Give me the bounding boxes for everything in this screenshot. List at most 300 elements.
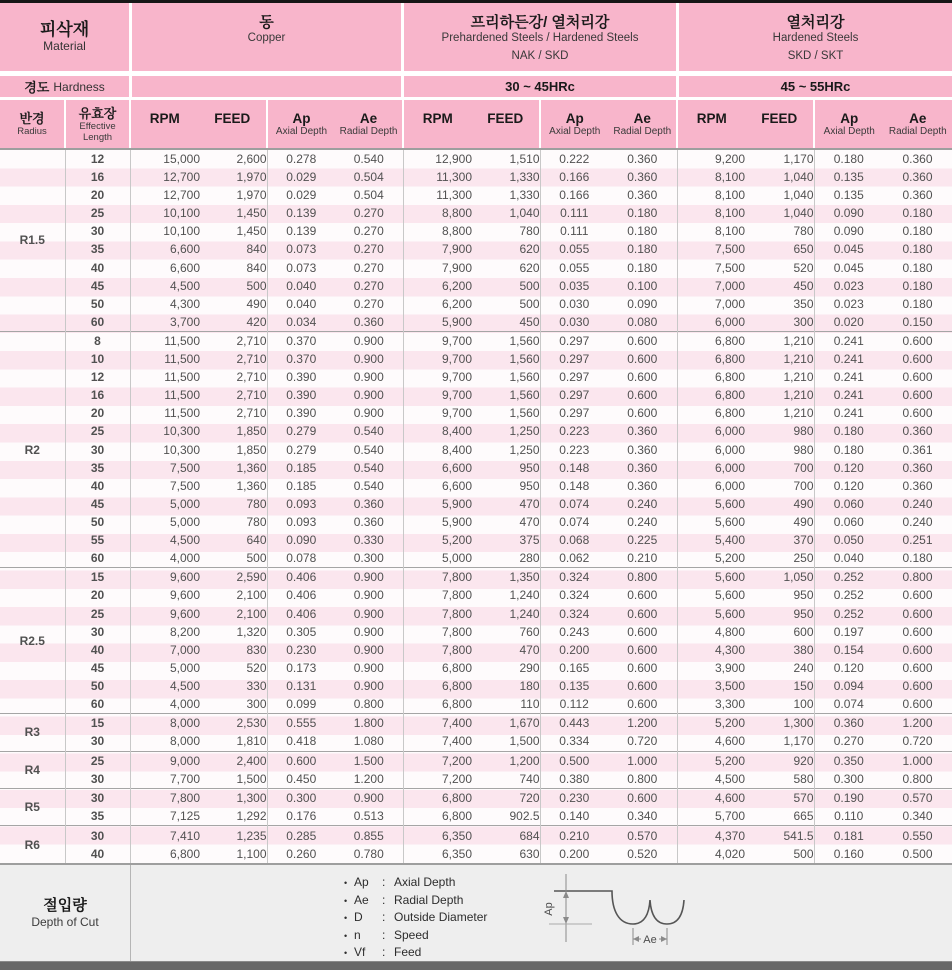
value-cell: 0.120 <box>833 660 864 675</box>
table-row <box>0 277 952 295</box>
value-cell: 0.270 <box>335 258 403 276</box>
effective-length-cell: 50 <box>65 677 130 695</box>
value-cell: 8,000 <box>130 714 200 733</box>
value-cell: 2,400 <box>200 751 267 770</box>
footer <box>0 865 952 961</box>
table-row <box>0 732 952 751</box>
legend-item: • n : Speed <box>344 927 429 942</box>
effective-length-cell: 45 <box>65 277 130 295</box>
table-row <box>0 495 952 513</box>
value-cell: 0.570 <box>883 789 952 808</box>
value-cell: 0.443 <box>540 714 608 733</box>
value-cell: 950 <box>745 605 814 623</box>
value-cell: 7,800 <box>441 642 472 657</box>
table-row <box>0 751 952 770</box>
value-cell: 0.176 <box>286 809 317 824</box>
effective-length-cell: 20 <box>65 404 130 422</box>
radius-label: R2 <box>0 331 65 567</box>
value-cell: 8,400 <box>441 442 472 457</box>
effective-length-cell: 60 <box>65 313 130 332</box>
value-cell: 6,000 <box>714 478 745 493</box>
value-cell: 0.360 <box>608 441 677 459</box>
legend-item: • D : Outside Diameter <box>344 910 488 924</box>
value-cell: 0.040 <box>833 551 864 566</box>
value-cell: 0.800 <box>883 568 952 587</box>
value-cell: 0.240 <box>608 513 677 531</box>
value-cell: 0.600 <box>902 352 933 367</box>
effective-length-cell: 35 <box>65 459 130 477</box>
value-cell: 1,330 <box>472 168 540 186</box>
ae-diagram-label: Ae <box>643 934 657 946</box>
value-cell: 980 <box>745 441 814 459</box>
table-row <box>0 789 952 808</box>
hardness-range-30-45: 30 ~ 45HRc <box>404 76 676 97</box>
value-cell: 950 <box>472 477 540 495</box>
value-cell: 470 <box>472 513 540 531</box>
effective-length-cell: 60 <box>65 549 130 568</box>
table-row <box>0 258 952 276</box>
value-cell: 10,100 <box>163 206 200 221</box>
feed-header: FEED <box>214 111 251 126</box>
rpm-header: RPM <box>149 111 180 126</box>
value-cell: 0.251 <box>902 532 933 547</box>
value-cell: 6,200 <box>441 278 472 293</box>
value-cell: 6,800 <box>169 846 200 861</box>
ae-header: Ae <box>909 110 927 126</box>
value-cell: 0.855 <box>335 826 403 845</box>
value-cell: 1.200 <box>883 714 952 733</box>
value-cell: 0.180 <box>902 206 933 221</box>
table-row <box>0 386 952 404</box>
value-cell: 100 <box>745 695 814 714</box>
value-cell: 10,100 <box>163 224 200 239</box>
value-cell: 1,250 <box>472 422 540 440</box>
value-cell: 0.285 <box>267 826 335 845</box>
value-cell: 0.600 <box>608 350 677 368</box>
value-cell: 1,560 <box>472 404 540 422</box>
hardened-grade: SKD / SKT <box>787 50 844 62</box>
value-cell: 0.030 <box>559 314 590 329</box>
table-row <box>0 677 952 695</box>
value-cell: 0.406 <box>286 606 317 621</box>
hardened-ap-ae-header <box>815 100 952 148</box>
value-cell: 0.600 <box>608 695 677 714</box>
copper-rpm-feed-header <box>131 100 266 148</box>
bottom-border <box>0 961 952 970</box>
effective-length-cell: 25 <box>65 605 130 623</box>
effective-length-cell: 40 <box>65 258 130 276</box>
value-cell: 1,170 <box>745 150 814 168</box>
value-cell: 0.350 <box>814 751 883 770</box>
value-cell: 830 <box>200 641 267 659</box>
value-cell: 2,710 <box>200 404 267 422</box>
value-cell: 280 <box>472 549 540 568</box>
value-cell: 1,250 <box>472 441 540 459</box>
value-cell: 6,000 <box>714 460 745 475</box>
value-cell: 0.160 <box>833 846 864 861</box>
value-cell: 1,450 <box>200 204 267 222</box>
depth-of-cut-title-cell <box>0 865 131 961</box>
value-cell: 0.270 <box>335 277 403 295</box>
table-row <box>0 240 952 258</box>
value-cell: 0.600 <box>608 605 677 623</box>
value-cell: 1,850 <box>200 441 267 459</box>
value-cell: 7,800 <box>403 568 472 587</box>
value-cell: 1,360 <box>200 459 267 477</box>
value-cell: 0.418 <box>286 734 317 749</box>
value-cell: 6,800 <box>714 406 745 421</box>
value-cell: 11,500 <box>164 388 200 403</box>
value-cell: 0.540 <box>335 459 403 477</box>
value-cell: 780 <box>472 222 540 240</box>
value-cell: 0.600 <box>902 660 933 675</box>
value-cell: 4,300 <box>169 296 200 311</box>
value-cell: 0.073 <box>286 242 317 257</box>
table-row <box>0 568 952 587</box>
hardened-ko: 열처리강 <box>786 14 845 31</box>
value-cell: 0.600 <box>902 370 933 385</box>
eff-len-en2: Length <box>82 131 113 143</box>
value-cell: 1,360 <box>200 477 267 495</box>
value-cell: 0.500 <box>540 751 608 770</box>
table-row <box>0 368 952 386</box>
value-cell: 0.223 <box>559 424 590 439</box>
value-cell: 650 <box>745 240 814 258</box>
value-cell: 0.210 <box>608 549 677 568</box>
value-cell: 0.360 <box>608 459 677 477</box>
prehardened-ko: 프리하든강/ 열처리강 <box>470 14 610 31</box>
value-cell: 7,200 <box>403 751 472 770</box>
value-cell: 840 <box>200 240 267 258</box>
value-cell: 4,500 <box>169 678 200 693</box>
table-row <box>0 845 952 863</box>
value-cell: 8,100 <box>714 224 745 239</box>
value-cell: 0.520 <box>608 845 677 863</box>
table-row <box>0 477 952 495</box>
value-cell: 7,000 <box>714 278 745 293</box>
value-cell: 240 <box>745 659 814 677</box>
value-cell: 1,040 <box>745 168 814 186</box>
value-cell: 0.240 <box>608 495 677 513</box>
value-cell: 500 <box>472 295 540 313</box>
value-cell: 0.600 <box>608 789 677 808</box>
value-cell: 0.252 <box>833 588 864 603</box>
value-cell: 150 <box>745 677 814 695</box>
value-cell: 620 <box>472 258 540 276</box>
value-cell: 6,800 <box>714 370 745 385</box>
value-cell: 4,600 <box>677 789 745 808</box>
value-cell: 9,700 <box>441 388 472 403</box>
value-cell: 0.900 <box>335 386 403 404</box>
value-cell: 0.029 <box>286 170 317 185</box>
value-cell: 490 <box>745 495 814 513</box>
value-cell: 0.135 <box>559 678 590 693</box>
effective-length-cell: 30 <box>65 789 130 808</box>
value-cell: 0.135 <box>833 188 864 203</box>
value-cell: 5,200 <box>441 532 472 547</box>
value-cell: 0.252 <box>833 606 864 621</box>
value-cell: 0.800 <box>608 568 677 587</box>
value-cell: 6,600 <box>169 260 200 275</box>
ae-subtitle: Radial Depth <box>339 125 398 137</box>
value-cell: 0.185 <box>286 460 317 475</box>
value-cell: 0.360 <box>608 150 677 168</box>
value-cell: 1.080 <box>335 732 403 751</box>
value-cell: 1,100 <box>200 845 267 863</box>
table-row <box>0 222 952 240</box>
value-cell: 0.550 <box>883 826 952 845</box>
value-cell: 7,900 <box>441 260 472 275</box>
value-cell: 0.243 <box>559 624 590 639</box>
value-cell: 0.062 <box>559 551 590 566</box>
value-cell: 5,200 <box>677 714 745 733</box>
effective-length-cell: 40 <box>65 845 130 863</box>
value-cell: 3,500 <box>714 678 745 693</box>
value-cell: 6,000 <box>714 442 745 457</box>
effective-length-cell: 55 <box>65 531 130 549</box>
value-cell: 5,900 <box>441 514 472 529</box>
table-row <box>0 513 952 531</box>
table-row <box>0 331 952 350</box>
value-cell: 1,210 <box>745 368 814 386</box>
table-row <box>0 531 952 549</box>
value-cell: 0.173 <box>286 660 317 675</box>
value-cell: 0.045 <box>833 260 864 275</box>
value-cell: 950 <box>472 459 540 477</box>
value-cell: 8,200 <box>169 624 200 639</box>
value-cell: 0.180 <box>902 278 933 293</box>
value-cell: 6,800 <box>441 809 472 824</box>
value-cell: 5,000 <box>169 514 200 529</box>
value-cell: 1,970 <box>200 168 267 186</box>
scallop-profile <box>554 891 684 924</box>
value-cell: 4,000 <box>169 551 200 566</box>
value-cell: 0.073 <box>286 260 317 275</box>
value-cell: 0.180 <box>902 242 933 257</box>
value-cell: 0.080 <box>608 313 677 332</box>
effective-length-cell: 50 <box>65 513 130 531</box>
ap-subtitle: Axial Depth <box>549 125 601 137</box>
table-row <box>0 695 952 714</box>
value-cell: 0.200 <box>559 846 590 861</box>
effective-length-cell: 25 <box>65 204 130 222</box>
value-cell: 0.225 <box>608 531 677 549</box>
value-cell: 11,300 <box>436 188 472 203</box>
value-cell: 0.360 <box>335 513 403 531</box>
value-cell: 470 <box>472 641 540 659</box>
material-label-ko: 피삭재 <box>39 20 90 39</box>
value-cell: 1,850 <box>200 422 267 440</box>
value-cell: 0.600 <box>902 624 933 639</box>
value-cell: 350 <box>745 295 814 313</box>
value-cell: 0.197 <box>833 624 864 639</box>
value-cell: 0.600 <box>608 677 677 695</box>
value-cell: 300 <box>745 313 814 332</box>
value-cell: 6,000 <box>714 314 745 329</box>
value-cell: 490 <box>200 295 267 313</box>
value-cell: 0.900 <box>335 623 403 641</box>
value-cell: 0.180 <box>608 258 677 276</box>
value-cell: 0.181 <box>814 826 883 845</box>
table-row <box>0 404 952 422</box>
value-cell: 0.180 <box>902 260 933 275</box>
value-cell: 4,500 <box>169 278 200 293</box>
value-cell: 1.200 <box>335 770 403 789</box>
ap-subtitle: Axial Depth <box>823 125 875 137</box>
value-cell: 290 <box>472 659 540 677</box>
value-cell: 2,600 <box>200 150 267 168</box>
radius-label: R4 <box>0 751 65 788</box>
value-cell: 8,000 <box>169 734 200 749</box>
value-cell: 4,370 <box>677 826 745 845</box>
value-cell: 2,530 <box>200 714 267 733</box>
value-cell: 0.241 <box>833 406 864 421</box>
value-cell: 0.360 <box>902 170 933 185</box>
value-cell: 700 <box>745 477 814 495</box>
value-cell: 0.180 <box>902 296 933 311</box>
value-cell: 330 <box>200 677 267 695</box>
value-cell: 0.340 <box>608 807 677 826</box>
value-cell: 1,210 <box>745 386 814 404</box>
value-cell: 0.154 <box>833 642 864 657</box>
depth-of-cut-en: Depth of Cut <box>31 914 99 929</box>
value-cell: 5,200 <box>677 751 745 770</box>
ap-header: Ap <box>292 110 311 126</box>
material-header-band <box>0 3 952 71</box>
table-row <box>0 770 952 789</box>
ae-subtitle: Radial Depth <box>888 125 947 137</box>
value-cell: 0.900 <box>335 331 403 350</box>
value-cell: 0.074 <box>559 496 590 511</box>
value-cell: 0.504 <box>335 186 403 204</box>
value-cell: 0.600 <box>608 368 677 386</box>
effective-length-cell: 30 <box>65 222 130 240</box>
effective-length-cell: 20 <box>65 586 130 604</box>
value-cell: 0.513 <box>335 807 403 826</box>
effective-length-cell: 30 <box>65 732 130 751</box>
value-cell: 450 <box>745 277 814 295</box>
hardness-band <box>0 76 952 97</box>
value-cell: 0.360 <box>608 186 677 204</box>
value-cell: 0.406 <box>267 568 335 587</box>
value-cell: 0.023 <box>833 278 864 293</box>
value-cell: 500 <box>745 845 814 863</box>
value-cell: 0.300 <box>833 771 864 786</box>
value-cell: 0.180 <box>833 442 864 457</box>
value-cell: 9,600 <box>130 568 200 587</box>
table-row <box>0 807 952 826</box>
prehardened-ap-ae-header <box>541 100 676 148</box>
value-cell: 0.139 <box>286 206 317 221</box>
hardened-rpm-feed-header <box>678 100 813 148</box>
value-cell: 1,500 <box>200 770 267 789</box>
value-cell: 600 <box>745 623 814 641</box>
table-row <box>0 549 952 568</box>
value-cell: 11,300 <box>436 170 472 185</box>
value-cell: 370 <box>745 531 814 549</box>
value-cell: 0.180 <box>608 240 677 258</box>
value-cell: 0.210 <box>540 826 608 845</box>
value-cell: 5,900 <box>441 314 472 329</box>
value-cell: 0.900 <box>335 789 403 808</box>
value-cell: 0.270 <box>335 204 403 222</box>
value-cell: 0.040 <box>286 296 317 311</box>
value-cell: 0.260 <box>286 846 317 861</box>
value-cell: 11,500 <box>130 331 200 350</box>
value-cell: 1.500 <box>335 751 403 770</box>
value-cell: 0.500 <box>902 846 933 861</box>
radius-label: R3 <box>0 714 65 751</box>
value-cell: 5,700 <box>714 809 745 824</box>
value-cell: 3,300 <box>714 697 745 712</box>
value-cell: 0.360 <box>902 478 933 493</box>
value-cell: 665 <box>745 807 814 826</box>
table-row <box>0 605 952 623</box>
value-cell: 0.800 <box>902 771 933 786</box>
value-cell: 1,040 <box>745 204 814 222</box>
value-cell: 7,800 <box>441 606 472 621</box>
value-cell: 0.023 <box>833 296 864 311</box>
value-cell: 1,670 <box>472 714 540 733</box>
legend-item: • Ae : Radial Depth <box>344 892 464 907</box>
cutting-data-table <box>0 150 952 863</box>
value-cell: 0.230 <box>286 642 317 657</box>
value-cell: 0.060 <box>833 496 864 511</box>
rpm-header: RPM <box>422 111 453 126</box>
value-cell: 5,600 <box>714 496 745 511</box>
hardness-copper-cell <box>132 76 401 97</box>
value-cell: 1,560 <box>472 350 540 368</box>
value-cell: 0.185 <box>286 478 317 493</box>
value-cell: 6,800 <box>441 678 472 693</box>
value-cell: 450 <box>472 313 540 332</box>
value-cell: 4,020 <box>714 846 745 861</box>
value-cell: 0.300 <box>335 549 403 568</box>
value-cell: 0.540 <box>335 422 403 440</box>
value-cell: 620 <box>472 240 540 258</box>
effective-length-cell: 15 <box>65 568 130 587</box>
value-cell: 5,400 <box>714 532 745 547</box>
value-cell: 0.166 <box>559 170 590 185</box>
value-cell: 630 <box>472 845 540 863</box>
value-cell: 8,100 <box>714 206 745 221</box>
value-cell: 500 <box>200 549 267 568</box>
value-cell: 1,810 <box>200 732 267 751</box>
value-cell: 0.900 <box>335 586 403 604</box>
value-cell: 0.180 <box>608 204 677 222</box>
effective-length-cell: 16 <box>65 386 130 404</box>
value-cell: 0.120 <box>833 460 864 475</box>
value-cell: 0.324 <box>559 588 590 603</box>
value-cell: 250 <box>745 549 814 568</box>
hardness-en: Hardness <box>53 79 105 94</box>
value-cell: 8,800 <box>441 224 472 239</box>
value-cell: 0.600 <box>902 642 933 657</box>
value-cell: 1,040 <box>472 204 540 222</box>
value-cell: 0.093 <box>286 496 317 511</box>
material-hardened-cell <box>679 3 952 71</box>
value-cell: 0.279 <box>286 424 317 439</box>
value-cell: 0.090 <box>608 295 677 313</box>
value-cell: 1,240 <box>472 586 540 604</box>
value-cell: 1,050 <box>745 568 814 587</box>
value-cell: 0.300 <box>267 789 335 808</box>
effective-length-cell: 40 <box>65 641 130 659</box>
value-cell: 375 <box>472 531 540 549</box>
value-cell: 780 <box>200 495 267 513</box>
value-cell: 0.090 <box>833 224 864 239</box>
feed-header: FEED <box>487 111 524 126</box>
